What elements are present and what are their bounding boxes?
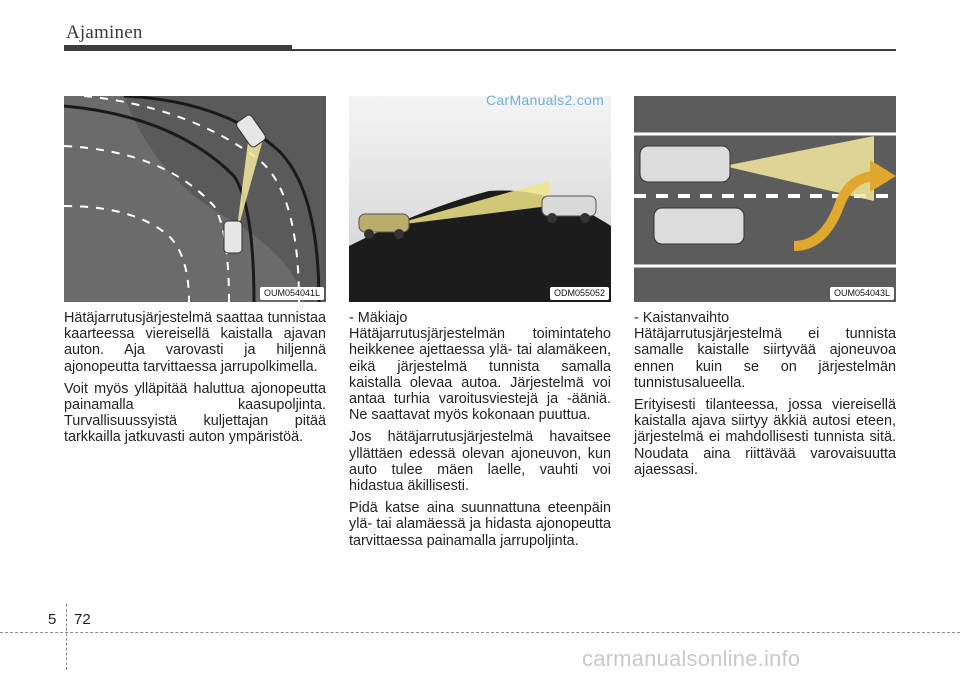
figure-caption: OUM054043L <box>830 287 894 300</box>
paragraph: Erityisesti tilanteessa, jossa viereisellä kaistalla ajava siirtyy äkkiä autosi eteen, järjestelmä ei mahdollisesti tunnista sitä. Noudata aina riittävää varovaisuutta ajaessasi. <box>634 397 896 478</box>
paragraph: Hätäjarrutusjärjestelmä ei tunnista samalle kaistalle siirtyvää ajoneuvoa ennen kuin se on järjestelmän tunnistusalueella. <box>634 326 896 391</box>
header-rule <box>64 45 292 51</box>
column-middle <box>349 310 611 555</box>
section-heading: - Mäkiajo <box>349 310 408 326</box>
paragraph: Voit myös ylläpitää haluttua ajonopeutta painamalla kaasupoljinta. Turvallisuussyistä kuljettajan pitää tarkkailla jatkuvasti auton ympäristöä. <box>64 380 326 446</box>
page-header-title: Ajaminen <box>66 22 143 43</box>
column-left <box>64 310 326 452</box>
figure-lane-change <box>634 96 896 302</box>
curve-road-illustration <box>64 96 326 302</box>
watermark-top: CarManuals2.com <box>486 92 605 108</box>
figure-curve-road <box>64 96 326 302</box>
lane-change-illustration <box>634 96 896 302</box>
paragraph: Hätäjarrutusjärjestelmä saattaa tunnistaa kaarteessa viereisellä kaistalla ajavan auton. Aja varovasti ja hiljennä ajonopeutta tarvittaessa jarrupolkimella. <box>64 310 326 375</box>
paragraph: Jos hätäjarrutusjärjestelmä havaitsee yllättäen edessä olevan ajoneuvon, kun auto tulee mäen laelle, vauhti voi hidastua äkillisesti. <box>349 429 611 495</box>
paragraph: Pidä katse aina suunnattuna eteenpäin ylä- tai alamäessä ja hidasta ajonopeutta tarvittaessa painamalla jarrupoljinta. <box>349 500 611 549</box>
paragraph: Hätäjarrutusjärjestelmän toimintateho heikkenee ajettaessa ylä- tai alamäkeen, eikä järjestelmä tunnista samalla kaistalla olevaa autoa. Järjestelmä voi antaa turhia varoitusviestejä ja -ääniä. Ne saattavat myös kokonaan puuttua. <box>349 326 611 424</box>
figure-caption: ODM055052 <box>550 287 609 300</box>
watermark-bottom: carmanualsonline.info <box>582 646 801 671</box>
footer-divider <box>0 632 960 633</box>
column-right <box>634 310 896 484</box>
figure-caption: OUM054041L <box>260 287 324 300</box>
chapter-number: 5 <box>48 611 57 628</box>
header-rule-thin <box>292 49 896 51</box>
hill-illustration <box>349 96 611 302</box>
footer-vertical-divider <box>66 604 67 670</box>
page-number: 72 <box>74 611 91 628</box>
figure-hill <box>349 96 611 302</box>
section-heading: - Kaistanvaihto <box>634 310 730 326</box>
